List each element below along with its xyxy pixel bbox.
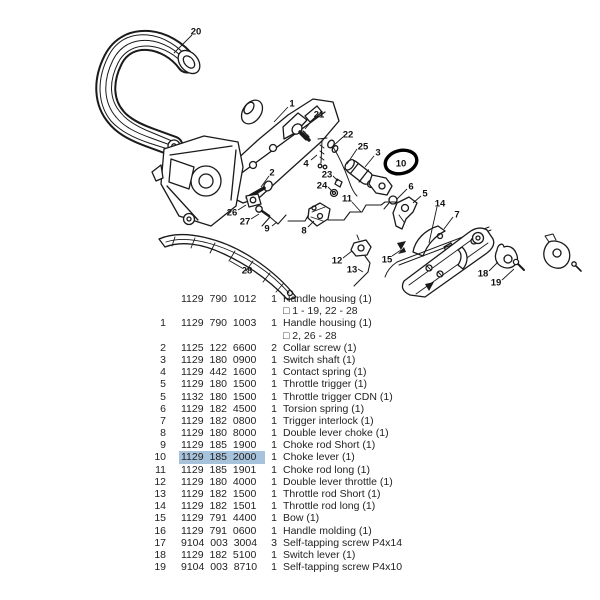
col-description: Switch shaft (1): [283, 353, 356, 366]
leader-line-12: [343, 251, 352, 258]
col-description: Throttle trigger (1): [283, 378, 368, 391]
part-label-25: 25: [357, 141, 369, 153]
: [179, 305, 265, 317]
col-pos: 10: [154, 451, 166, 464]
parts-row[interactable]: [140, 317, 600, 329]
col-part-number: 1129 182 5100: [181, 548, 257, 561]
part-label-26: 26: [226, 207, 238, 219]
parts-row[interactable]: [140, 525, 600, 537]
leader-line-19: [502, 269, 514, 280]
part-label-14: 14: [434, 198, 446, 210]
col-part-number: 1129 182 4500: [181, 402, 257, 415]
col-part-number: 1129 180 1500: [181, 378, 257, 391]
: [140, 305, 166, 317]
col-part-number: 1129 185 1901: [181, 463, 257, 476]
col-description: Choke rod Short (1): [283, 439, 376, 452]
col-qty: 1: [271, 414, 277, 427]
col-qty: 1: [271, 561, 277, 574]
parts-row[interactable]: [140, 439, 600, 451]
col-description: Throttle rod Short (1): [283, 488, 381, 500]
col-part-number: 1129 442 1600: [181, 366, 257, 379]
col-description: Trigger interlock (1): [283, 414, 374, 427]
highlighted-part-number: 1129 185 2000: [179, 451, 265, 463]
col-pos: 1: [160, 317, 166, 330]
col-part-number: 1129 182 1500: [181, 488, 257, 500]
leader-line-13: [358, 269, 363, 272]
col-pos: 17: [154, 536, 166, 549]
col-description: Bow (1): [283, 512, 320, 525]
col-description: Self-tapping screw P4x10: [283, 561, 403, 574]
parts-row[interactable]: [140, 403, 600, 415]
col-pos: 18: [154, 548, 166, 561]
col-qty: 1: [271, 463, 277, 476]
part-label-10: 10: [395, 158, 407, 170]
col-pos: 15: [154, 512, 166, 525]
col-part-number: 1129 185 1900: [181, 439, 257, 452]
: [140, 330, 166, 342]
part-label-5: 5: [422, 188, 428, 200]
tubular-handle: [100, 35, 204, 152]
col-qty: 1: [271, 293, 277, 305]
parts-row-sub: [140, 330, 600, 342]
col-description: Collar screw (1): [283, 341, 357, 354]
col-qty: 1: [271, 390, 277, 403]
handle-housing-assembly: [152, 96, 339, 226]
part-label-12: 12: [331, 255, 343, 267]
parts-row[interactable]: [140, 427, 600, 439]
col-qty: 1: [271, 353, 277, 366]
col-description: Handle housing (1): [283, 293, 372, 305]
rear-handle-assembly: [385, 227, 581, 297]
col-part-number: 1129 180 8000: [181, 427, 257, 440]
col-qty: 1: [271, 500, 277, 513]
col-part-number: 1129 180 0900: [181, 353, 257, 366]
col-description: Double lever throttle (1): [283, 475, 393, 488]
leader-line-27: [251, 214, 259, 219]
part-label-23: 23: [321, 169, 333, 181]
parts-row[interactable]: [140, 342, 600, 354]
part-label-6: 6: [408, 181, 414, 193]
col-description: Handle housing (1): [283, 317, 372, 330]
part-label-13: 13: [346, 264, 358, 276]
col-description-sub: □ 1 - 19, 22 - 28: [283, 305, 358, 318]
col-qty: 2: [271, 341, 277, 354]
part-label-4: 4: [303, 158, 309, 170]
col-pos: 6: [160, 402, 166, 415]
col-pos: 9: [160, 439, 166, 452]
leader-line-8: [308, 221, 314, 227]
col-part-number: 1125 122 6600: [181, 341, 257, 354]
col-description: Double lever choke (1): [283, 427, 389, 440]
col-qty: 1: [271, 548, 277, 561]
parts-row[interactable]: [140, 451, 600, 463]
col-description-sub: □ 2, 26 - 28: [283, 329, 337, 342]
: [265, 330, 277, 342]
part-label-19: 19: [490, 277, 502, 289]
parts-row[interactable]: [140, 476, 600, 488]
col-part-number: 1129 791 4400: [181, 512, 257, 525]
part-label-3: 3: [375, 147, 381, 159]
part-label-18: 18: [477, 268, 489, 280]
col-qty: 1: [271, 317, 277, 330]
parts-row[interactable]: [140, 293, 600, 305]
col-description: Handle molding (1): [283, 524, 372, 537]
col-pos: 12: [154, 475, 166, 488]
part-label-27: 27: [239, 216, 251, 228]
col-pos: 5: [160, 378, 166, 391]
col-part-number: 1129 182 1501: [181, 500, 257, 513]
parts-row[interactable]: [140, 391, 600, 403]
col-description: Throttle rod long (1): [283, 500, 376, 513]
: [265, 305, 277, 317]
part-label-15: 15: [381, 254, 393, 266]
leader-line-7: [444, 217, 453, 229]
col-part-number: 1129 790 1012: [181, 293, 257, 305]
col-qty: 1: [271, 378, 277, 391]
: [179, 330, 265, 342]
col-part-number: 9104 003 8710: [181, 561, 258, 574]
parts-row[interactable]: [140, 549, 600, 561]
col-qty: 1: [271, 475, 277, 488]
part-label-28: 28: [241, 265, 253, 277]
leader-line-3: [365, 156, 374, 167]
col-description: Choke rod long (1): [283, 463, 370, 476]
part-label-7: 7: [454, 209, 460, 221]
col-qty: 3: [271, 536, 277, 549]
col-description: Self-tapping screw P4x14: [283, 536, 403, 549]
col-pos: 13: [154, 488, 166, 500]
col-qty: 1: [271, 488, 277, 500]
col-part-number: 1129 180 4000: [181, 475, 257, 488]
parts-row[interactable]: [140, 366, 600, 378]
col-qty: 1: [271, 512, 277, 525]
col-pos: 11: [155, 463, 166, 476]
col-qty: 1: [271, 427, 277, 440]
col-pos: 7: [160, 414, 166, 427]
leader-line-5: [413, 196, 421, 203]
leader-line-11: [352, 202, 361, 212]
col-part-number: 1132 180 1500: [181, 390, 257, 403]
col-qty: 1: [271, 439, 277, 452]
part-label-20: 20: [190, 26, 202, 38]
col-qty: 1: [271, 524, 277, 537]
hand-guard: [159, 235, 296, 300]
part-label-11: 11: [341, 193, 353, 205]
col-part-number: 9104 003 3004: [181, 536, 258, 549]
col-part-number: 1129 790 1003: [181, 317, 257, 330]
parts-row[interactable]: [140, 512, 600, 524]
part-label-24: 24: [316, 180, 328, 192]
part-label-2: 2: [269, 167, 275, 179]
parts-row[interactable]: [140, 537, 600, 549]
col-description: Switch lever (1): [283, 548, 356, 561]
col-pos: 8: [160, 427, 166, 440]
parts-table: [140, 293, 600, 574]
col-pos: 5: [160, 390, 166, 403]
part-label-21: 21: [313, 109, 325, 121]
col-pos: 2: [160, 341, 166, 354]
leader-line-9: [272, 222, 277, 226]
parts-row[interactable]: [140, 378, 600, 390]
col-part-number: 1129 182 0800: [181, 414, 257, 427]
leader-line-4: [311, 155, 317, 160]
parts-row[interactable]: [140, 488, 600, 500]
leader-line-18: [489, 262, 498, 271]
leader-line-26: [238, 205, 246, 210]
parts-row-sub: [140, 305, 600, 317]
parts-row[interactable]: [140, 500, 600, 512]
col-pos: 16: [154, 524, 166, 537]
parts-row[interactable]: [140, 415, 600, 427]
col-pos: 19: [154, 561, 166, 574]
col-part-number: 1129 791 0600: [181, 524, 257, 537]
parts-row[interactable]: [140, 561, 600, 573]
col-qty: 1: [271, 451, 277, 464]
col-description: Torsion spring (1): [283, 402, 365, 415]
part-label-22: 22: [342, 129, 354, 141]
part-label-1: 1: [289, 98, 295, 110]
part-label-9: 9: [264, 223, 270, 235]
col-pos: [140, 293, 166, 305]
col-description: Choke lever (1): [283, 451, 355, 464]
col-qty: 1: [271, 366, 277, 379]
col-pos: 14: [154, 500, 166, 513]
part-label-8: 8: [301, 225, 307, 237]
col-pos: 3: [160, 353, 166, 366]
col-pos: 4: [160, 366, 166, 379]
col-description: Throttle trigger CDN (1): [283, 390, 393, 403]
leader-line-6: [397, 189, 407, 199]
parts-table-rows: [140, 293, 600, 573]
parts-row[interactable]: [140, 354, 600, 366]
col-qty: 1: [271, 402, 277, 415]
parts-row[interactable]: [140, 464, 600, 476]
col-description: Contact spring (1): [283, 366, 367, 379]
